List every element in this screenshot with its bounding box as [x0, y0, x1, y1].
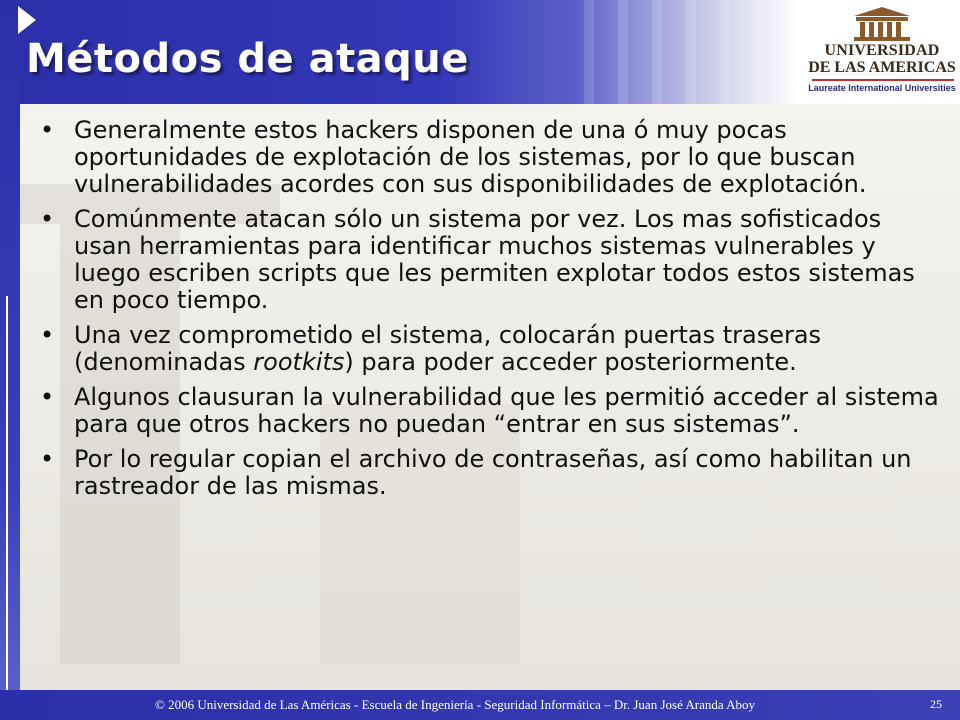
left-accent-line — [6, 296, 8, 690]
bullet-text-italic: rootkits — [253, 348, 345, 376]
left-accent-bar — [0, 0, 20, 690]
bullet-item — [40, 206, 940, 314]
bullet-marker: • — [40, 116, 55, 144]
bullet-marker: • — [40, 383, 55, 411]
bullet-item — [40, 384, 940, 438]
university-building-logo-icon — [808, 6, 956, 42]
bullet-item — [40, 322, 940, 376]
page-number: 25 — [930, 697, 942, 711]
logo-line-3: Laureate International Universities — [808, 83, 956, 93]
university-logo — [808, 6, 956, 102]
logo-line-2: DE LAS AMERICAS — [808, 59, 956, 76]
bullet-item — [40, 117, 940, 198]
footer-bar — [0, 690, 960, 720]
bullet-marker: • — [40, 321, 55, 349]
bullet-marker: • — [40, 445, 55, 473]
bullet-text: Algunos clausuran la vulnerabilidad que les permitió acceder al sistema para que otros hackers no puedan “entrar en sus sistemas”. — [74, 383, 939, 438]
logo-divider — [812, 79, 954, 81]
footer-copyright: © 2006 Universidad de Las Américas - Escuela de Ingeniería - Seguridad Informática – Dr. Juan José Aranda Aboy — [154, 697, 756, 712]
slide-title: Métodos de ataque — [26, 36, 469, 82]
bullet-text: Comúnmente atacan sólo un sistema por vez. Los mas sofisticados usan herramientas para identificar muchos sistemas vulnerables y luego escriben scripts que les permiten explotar todos estos sistemas en poco tiempo. — [74, 205, 915, 314]
bullet-marker: • — [40, 205, 55, 233]
play-arrow-icon — [18, 6, 36, 34]
bullet-text: Generalmente estos hackers disponen de una ó muy pocas oportunidades de explotación de los sistemas, por lo que buscan vulnerabilidades acordes con sus disponibilidades de explotación. — [74, 116, 867, 198]
bullet-text-before: Una vez comprometido el sistema, colocarán puertas traseras (denominadas — [74, 321, 822, 376]
bullet-text-after: ) para poder acceder posteriormente. — [344, 348, 797, 376]
banner-decoration — [560, 0, 800, 104]
bullet-text: Por lo regular copian el archivo de contraseñas, así como habilitan un rastreador de las mismas. — [74, 445, 912, 500]
logo-line-1: UNIVERSIDAD — [824, 42, 940, 59]
bullet-list — [40, 117, 940, 508]
bullet-item — [40, 446, 940, 500]
